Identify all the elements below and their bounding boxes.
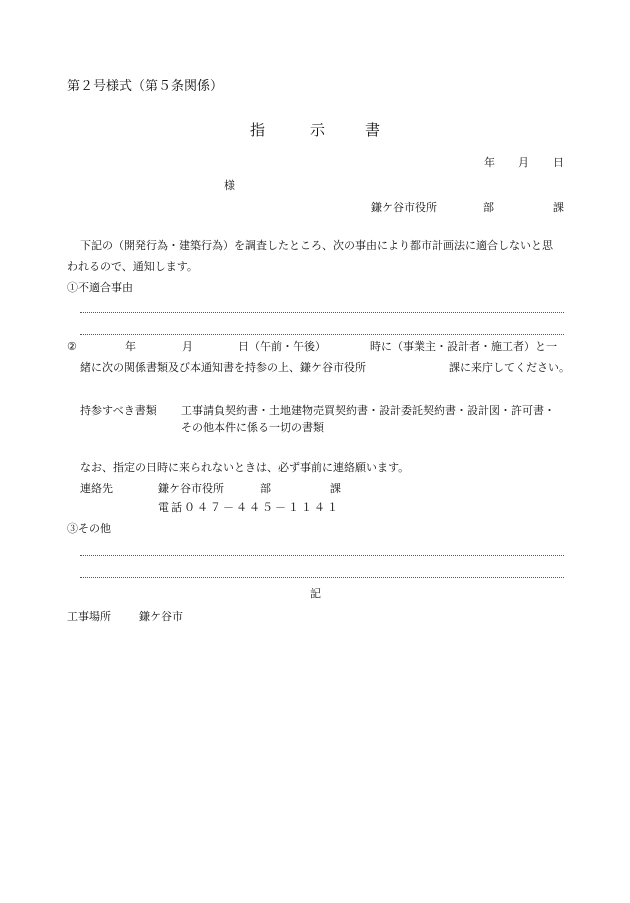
contact-label: 連絡先 <box>80 482 113 495</box>
contact-section: 課 <box>330 482 341 495</box>
documents-line-2: その他本件に係る一切の書類 <box>181 421 324 434</box>
item3-label: ③その他 <box>67 522 111 535</box>
item1-label: ①不適合事由 <box>67 281 133 294</box>
ki-heading: 記 <box>310 587 321 600</box>
item1-entry-line-1 <box>80 312 564 313</box>
title-char-2: 示 <box>310 121 326 139</box>
item3-entry-line-1 <box>80 555 564 556</box>
site-value: 鎌ケ谷市 <box>139 610 183 623</box>
contact-phone: 電話０４７－４４５－１１４１ <box>158 501 340 514</box>
date-year-label: 年 <box>484 156 495 169</box>
item3-entry-line-2 <box>80 577 564 578</box>
contact-dept: 部 <box>260 482 271 495</box>
item2-year: 年 <box>125 340 136 353</box>
item2-line2-office: 緒に次の関係書類及び本通知書を持参の上、鎌ケ谷市役所 <box>80 361 366 374</box>
item2-day-ampm: 日（午前・午後） <box>238 340 326 353</box>
title-char-3: 書 <box>365 121 381 139</box>
issuer-dept: 部 <box>483 201 494 214</box>
item2-month: 月 <box>182 340 193 353</box>
date-month-label: 月 <box>518 156 529 169</box>
item1-entry-line-2 <box>80 334 564 335</box>
documents-label: 持参すべき書類 <box>80 404 157 417</box>
title-char-1: 指 <box>250 121 266 139</box>
item2-number: ② <box>67 340 77 353</box>
issuer-section: 課 <box>553 201 564 214</box>
date-day-label: 日 <box>553 156 564 169</box>
issuer-office: 鎌ケ谷市役所 <box>371 201 437 214</box>
documents-line-1: 工事請負契約書・土地建物売買契約書・設計委託契約書・設計図・許可書・ <box>181 404 555 417</box>
addressee-suffix: 様 <box>224 179 235 192</box>
intro-line-2: われるので、通知します。 <box>67 260 198 273</box>
notice-text: なお、指定の日時に来られないときは、必ず事前に連絡願います。 <box>80 461 410 474</box>
intro-line-1: 下記の（開発行為・建築行為）を調査したところ、次の事由により都市計画法に適合しないと思 <box>80 239 553 252</box>
site-label: 工事場所 <box>67 610 111 623</box>
form-number: 第２号様式（第５条関係） <box>67 79 224 94</box>
item2-line2-section: 課に来庁してください。 <box>449 361 570 374</box>
contact-office: 鎌ケ谷市役所 <box>158 482 224 495</box>
item2-time-tail: 時に（事業主・設計者・施工者）と一 <box>370 340 557 353</box>
